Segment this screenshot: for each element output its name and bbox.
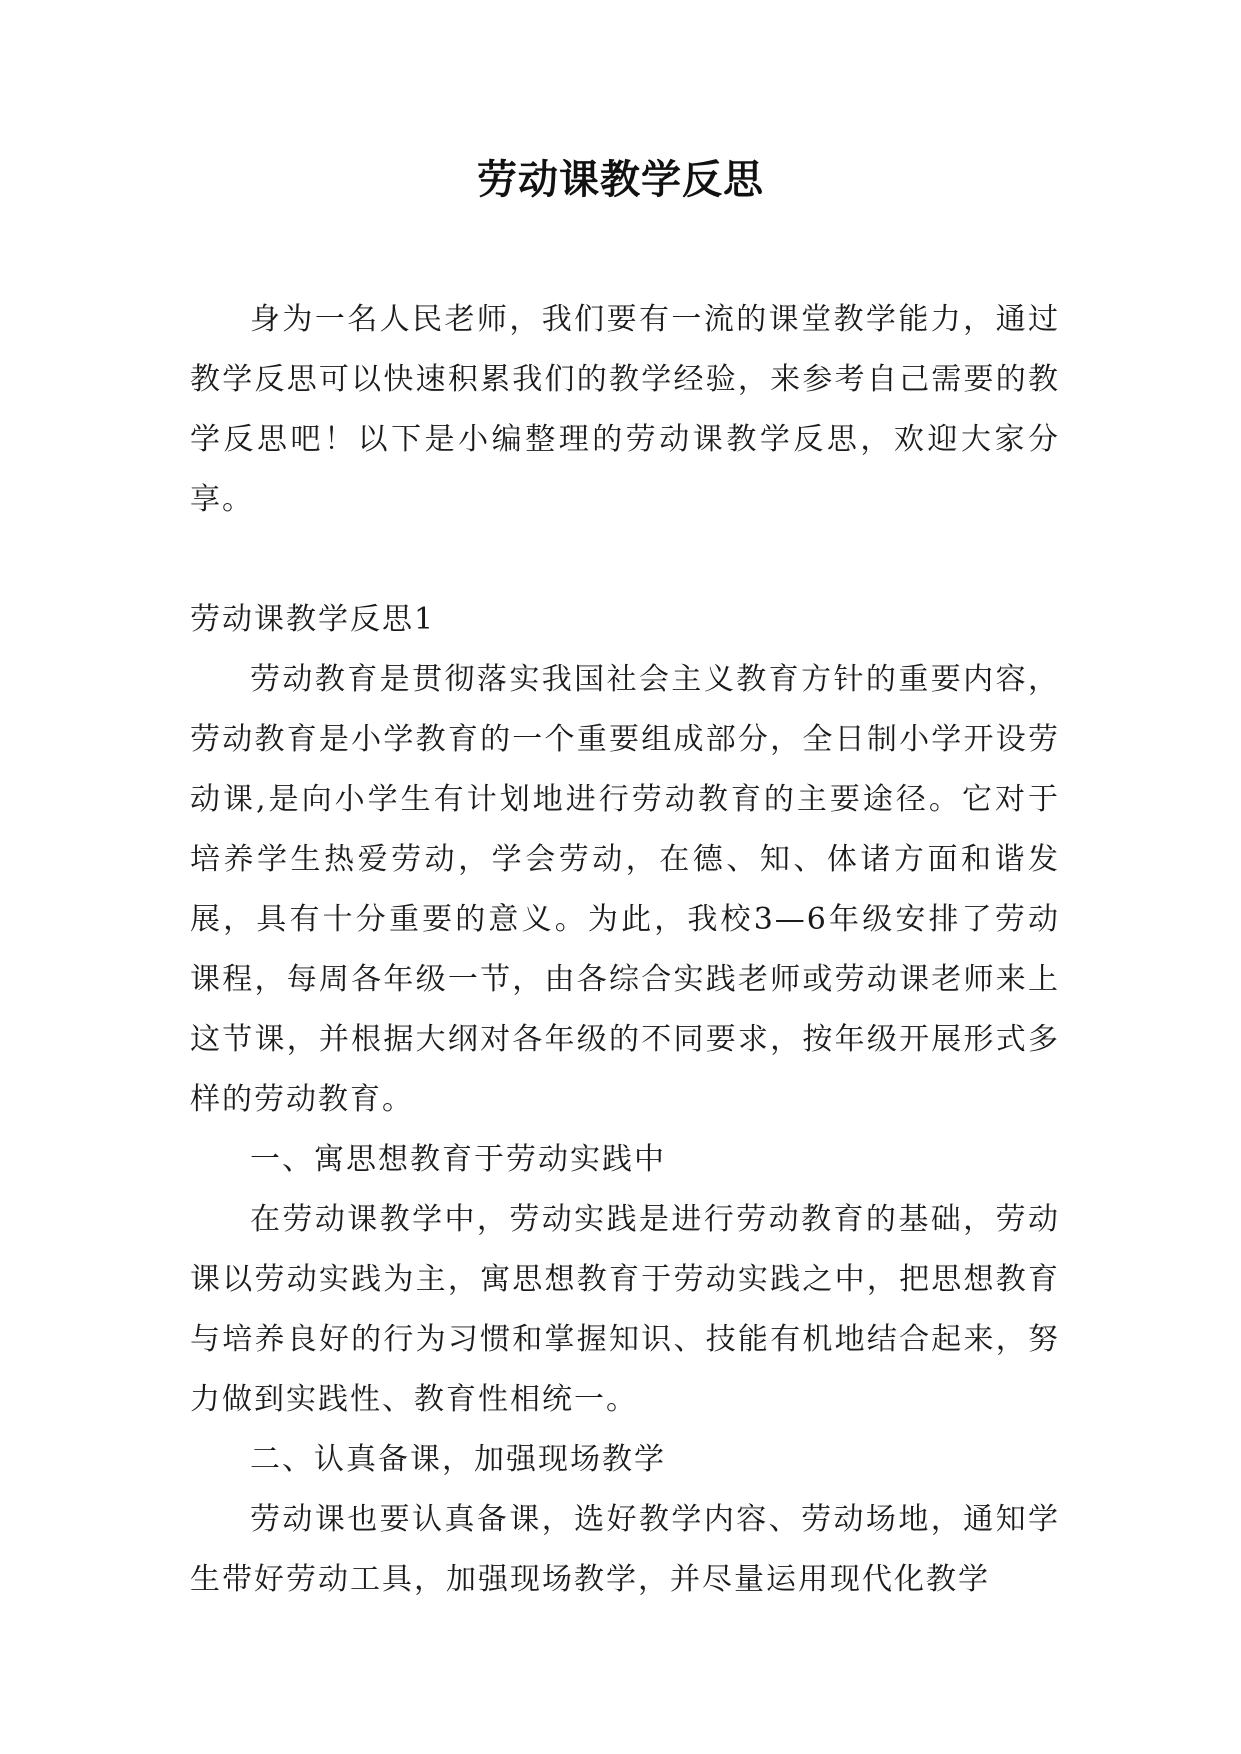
body-paragraph: 劳动课也要认真备课，选好教学内容、劳动场地，通知学生带好劳动工具，加强现场教学，并尽量运用现代化教学 xyxy=(190,1502,1060,1597)
subheading-2: 二、认真备课，加强现场教学 xyxy=(250,1442,666,1477)
document-body xyxy=(190,290,1060,1610)
section-heading: 劳动课教学反思1 xyxy=(190,602,436,637)
document-title: 劳动课教学反思 xyxy=(477,156,764,203)
body-paragraph: 劳动教育是贯彻落实我国社会主义教育方针的重要内容，劳动教育是小学教育的一个重要组成部分，全日制小学开设劳动课,是向小学生有计划地进行劳动教育的主要途径。它对于培养学生热爱劳动，学会劳动，在德、知、体诸方面和谐发展，具有十分重要的意义。为此，我校3—6年级安排了劳动课程，每周各年级一节，由各综合实践老师或劳动课老师来上这节课，并根据大纲对各年级的不同要求，按年级开展形式多样的劳动教育。 xyxy=(190,662,1060,1117)
body-paragraph: 在劳动课教学中，劳动实践是进行劳动教育的基础，劳动课以劳动实践为主，寓思想教育于劳动实践之中，把思想教育与培养良好的行为习惯和掌握知识、技能有机地结合起来，努力做到实践性、教育性相统一。 xyxy=(190,1202,1060,1417)
subheading-1: 一、寓思想教育于劳动实践中 xyxy=(250,1142,666,1177)
paragraph-spacer xyxy=(190,530,1060,590)
intro-paragraph: 身为一名人民老师，我们要有一流的课堂教学能力，通过教学反思可以快速积累我们的教学经验，来参考自己需要的教学反思吧！以下是小编整理的劳动课教学反思，欢迎大家分享。 xyxy=(190,302,1060,517)
